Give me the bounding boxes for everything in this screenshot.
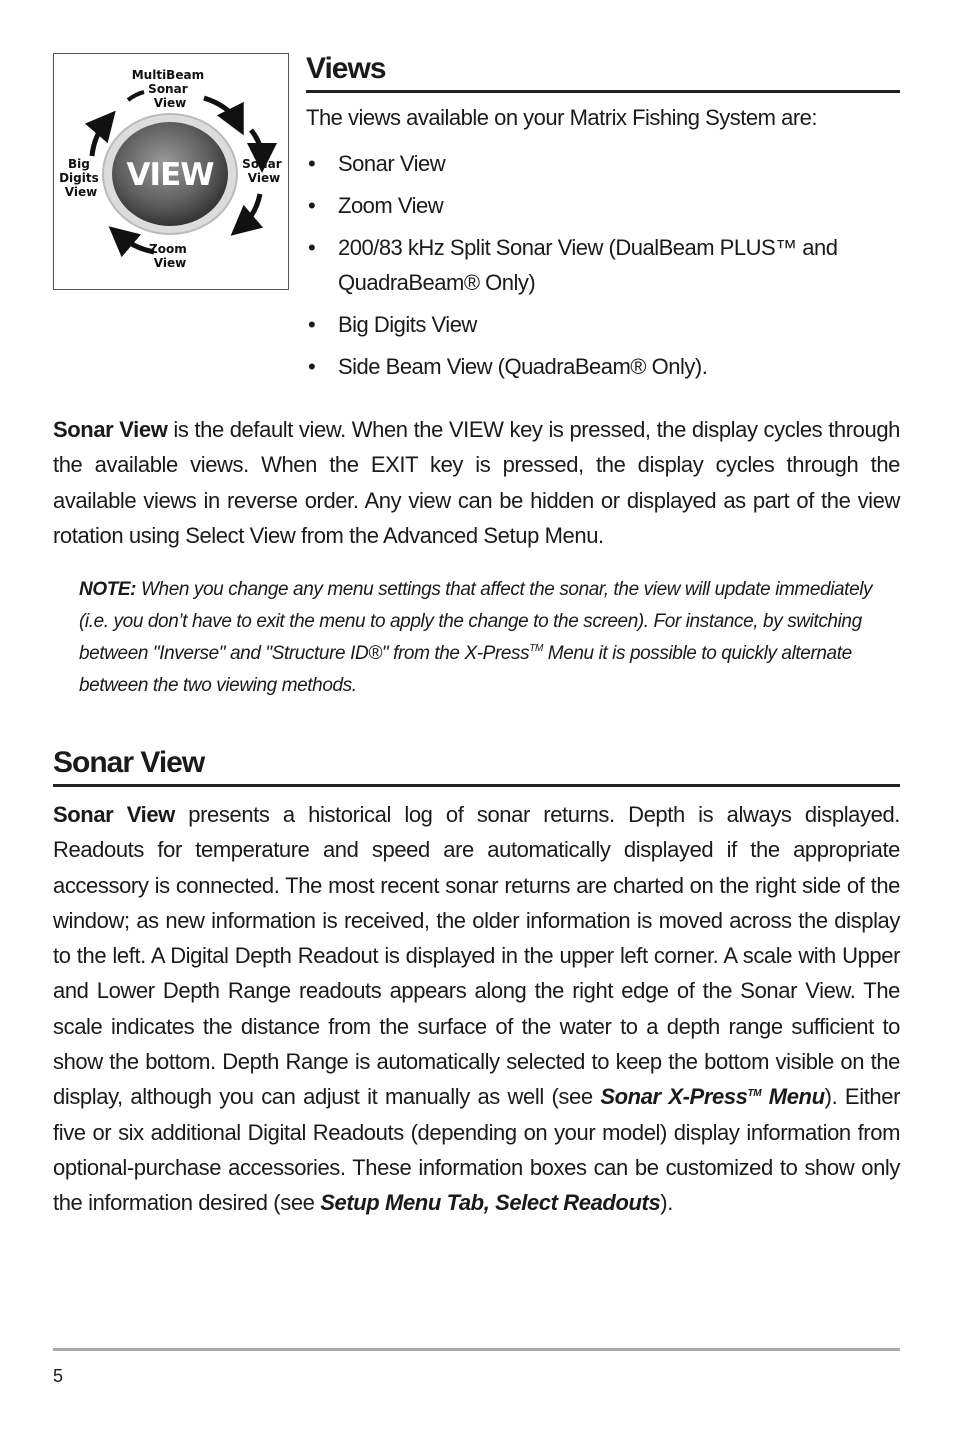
arrow-icon (92, 122, 106, 156)
arrow-icon (204, 98, 237, 122)
bullet-icon: • (308, 312, 316, 337)
list-item: • Side Beam View (QuadraBeam® Only). (306, 349, 900, 384)
sonar-view-paragraph: Sonar View presents a historical log of sonar returns. Depth is always displayed. Readouts for temperature and speed are automatically displayed if the appropriate accessory is connected. The most recent sonar returns are charted on the right side of the window; as new information is received, the older information is moved across the display to the left. A Digital Depth Readout is displayed in the upper left corner. A scale with Upper and Lower Depth Range readouts appears along the right edge of the Sonar View. The scale indicates the distance from the surface of the water to a depth range sufficient to show the bottom. Depth Range is automatically selected to keep the bottom visible on the display, although you can adjust it manually as well (see Sonar X-Press™ Menu). Either five or six additional Digital Readouts (depending on your model) display information from optional-purchase accessories. These information boxes can be customized to show only the information desired (see Setup Menu Tab, Select Readouts). (53, 802, 901, 1216)
sonar-view-heading: Sonar View (53, 744, 900, 787)
list-item: • Zoom View (306, 188, 900, 223)
list-item: • Sonar View (306, 146, 900, 181)
arrow-icon (242, 194, 260, 226)
bullet-icon: • (308, 354, 316, 379)
page-number: 5 (53, 1366, 64, 1386)
footer-divider (53, 1348, 900, 1351)
sonar-view-default-paragraph: Sonar View is the default view. When the VIEW key is pressed, the display cycles through the available views. When the EXIT key is pressed, the display cycles through the available views in reverse order. Any view can be hidden or displayed as part of the view rotation using Select View from the Advanced Setup Menu. (53, 417, 901, 548)
note-label: NOTE: (79, 579, 137, 600)
views-heading: Views (306, 50, 900, 93)
arrow-icon (128, 92, 144, 100)
list-item: • 200/83 kHz Split Sonar View (DualBeam PLUS™ and QuadraBeam® Only) (306, 230, 900, 300)
label-zoom-view: Zoom View (149, 242, 187, 270)
bullet-icon: • (308, 151, 316, 176)
views-intro: The views available on your Matrix Fishing System are: (306, 105, 817, 130)
note-paragraph: NOTE: When you change any menu settings that affect the sonar, the view will update immediately (i.e. you don’t have to exit the menu to apply the change to the screen). For instance, by switching between "Inverse" and "Structure ID®" from the X-Press™ Menu it is possible to quickly alternate between the two viewing methods. (79, 579, 873, 696)
bullet-icon: • (308, 193, 316, 218)
bullet-icon: • (308, 235, 316, 260)
sonar-xpress-menu-reference: Sonar X-Press™ Menu (600, 1084, 825, 1110)
arrow-icon (251, 130, 262, 158)
label-sonar-view: Sonar View (242, 157, 282, 185)
view-key-label: VIEW (126, 157, 214, 193)
view-cycle-diagram (54, 54, 288, 289)
label-big-digits-view: Big Digits View (59, 157, 99, 199)
setup-menu-reference: Setup Menu Tab, Select Readouts (320, 1190, 661, 1216)
label-multibeam-sonar-view: MultiBeam Sonar View (131, 68, 205, 110)
view-cycle-figure (53, 53, 289, 290)
list-item: • Big Digits View (306, 307, 900, 342)
views-list (306, 146, 900, 391)
